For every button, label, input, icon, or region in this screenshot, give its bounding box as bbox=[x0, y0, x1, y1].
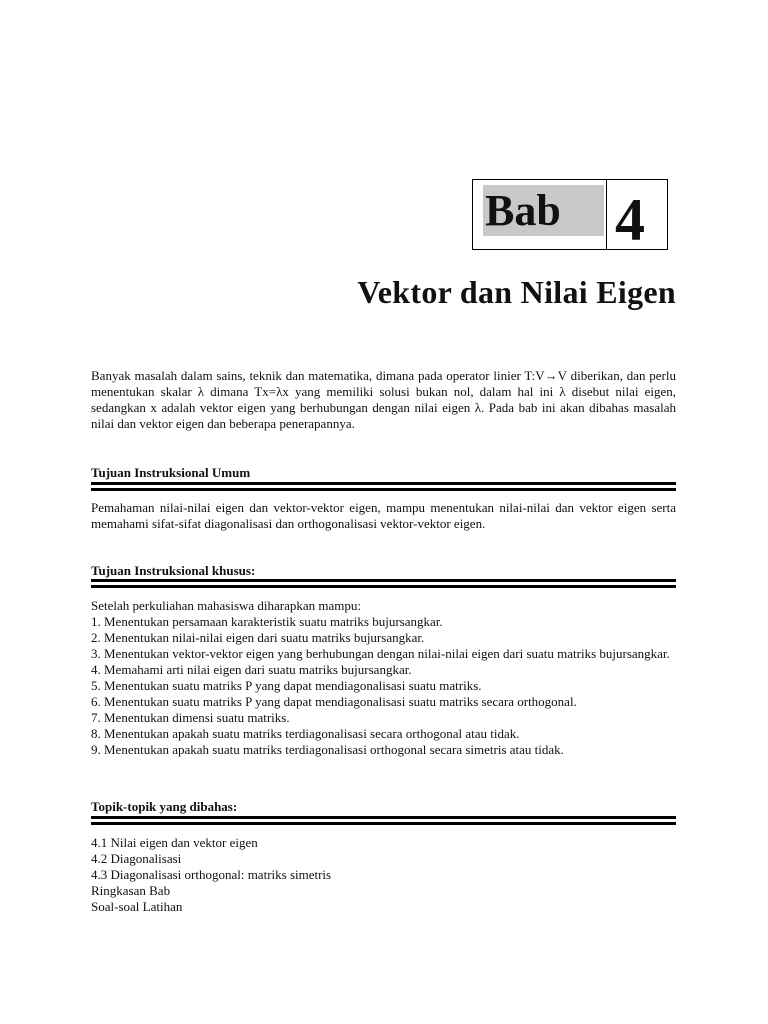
list-item: 6. Menentukan suatu matriks P yang dapat mendiagonalisasi suatu matriks secara orthogonal. bbox=[91, 694, 577, 709]
list-item: 4.3 Diagonalisasi orthogonal: matriks simetris bbox=[91, 867, 332, 882]
specific-objectives-intro: Setelah perkuliahan mahasiswa diharapkan mampu: bbox=[91, 598, 362, 613]
intro-paragraph: Banyak masalah dalam sains, teknik dan matematika, dimana pada operator linier T:V→V diberikan, dan perlu menentukan skalar λ dimana Tx=λx yang memiliki solusi bukan nol, dalam hal ini λ disebut nilai eigen, sedangkan x adalah vektor eigen yang berhubungan dengan nilai eigen λ. Pada bab ini akan dibahas masalah nilai dan vektor eigen dan beberapa penerapannya. bbox=[91, 368, 676, 431]
list-item: 4.1 Nilai eigen dan vektor eigen bbox=[91, 835, 258, 850]
specific-objectives-heading: Tujuan Instruksional khusus: bbox=[91, 563, 256, 578]
chapter-number: 4 bbox=[615, 187, 645, 253]
topics-list bbox=[91, 835, 676, 915]
list-item: 7. Menentukan dimensi suatu matriks. bbox=[91, 710, 290, 725]
list-item: 9. Menentukan apakah suatu matriks terdiagonalisasi orthogonal secara simetris atau tidak. bbox=[91, 742, 564, 757]
general-objective-heading: Tujuan Instruksional Umum bbox=[91, 465, 251, 480]
specific-objectives-list bbox=[91, 614, 676, 758]
list-item: 4. Memahami arti nilai eigen dari suatu matriks bujursangkar. bbox=[91, 662, 412, 677]
topics-heading: Topik-topik yang dibahas: bbox=[91, 799, 238, 814]
general-objective-rule bbox=[91, 482, 676, 491]
list-item: 2. Menentukan nilai-nilai eigen dari suatu matriks bujursangkar. bbox=[91, 630, 425, 645]
chapter-box bbox=[472, 179, 668, 253]
list-item: 4.2 Diagonalisasi bbox=[91, 851, 182, 866]
list-item: Ringkasan Bab bbox=[91, 883, 171, 898]
list-item: Soal-soal Latihan bbox=[91, 899, 183, 914]
general-objective-text: Pemahaman nilai-nilai eigen dan vektor-vektor eigen, mampu menentukan nilai-nilai dan vektor eigen serta memahami sifat-sifat diagonalisasi dan orthogonalisasi vektor-vektor eigen. bbox=[91, 500, 676, 531]
list-item: 8. Menentukan apakah suatu matriks terdiagonalisasi secara orthogonal atau tidak. bbox=[91, 726, 520, 741]
list-item: 3. Menentukan vektor-vektor eigen yang berhubungan dengan nilai-nilai eigen dari suatu matriks bujursangkar. bbox=[91, 646, 670, 661]
list-item: 1. Menentukan persamaan karakteristik suatu matriks bujursangkar. bbox=[91, 614, 443, 629]
topics-rule bbox=[91, 816, 676, 825]
list-item: 5. Menentukan suatu matriks P yang dapat mendiagonalisasi suatu matriks. bbox=[91, 678, 482, 693]
chapter-title: Vektor dan Nilai Eigen bbox=[357, 274, 676, 310]
chapter-label: Bab bbox=[483, 185, 604, 236]
specific-objectives-block bbox=[91, 598, 676, 758]
chapter-box-divider bbox=[606, 180, 607, 249]
specific-objectives-rule bbox=[91, 579, 676, 588]
